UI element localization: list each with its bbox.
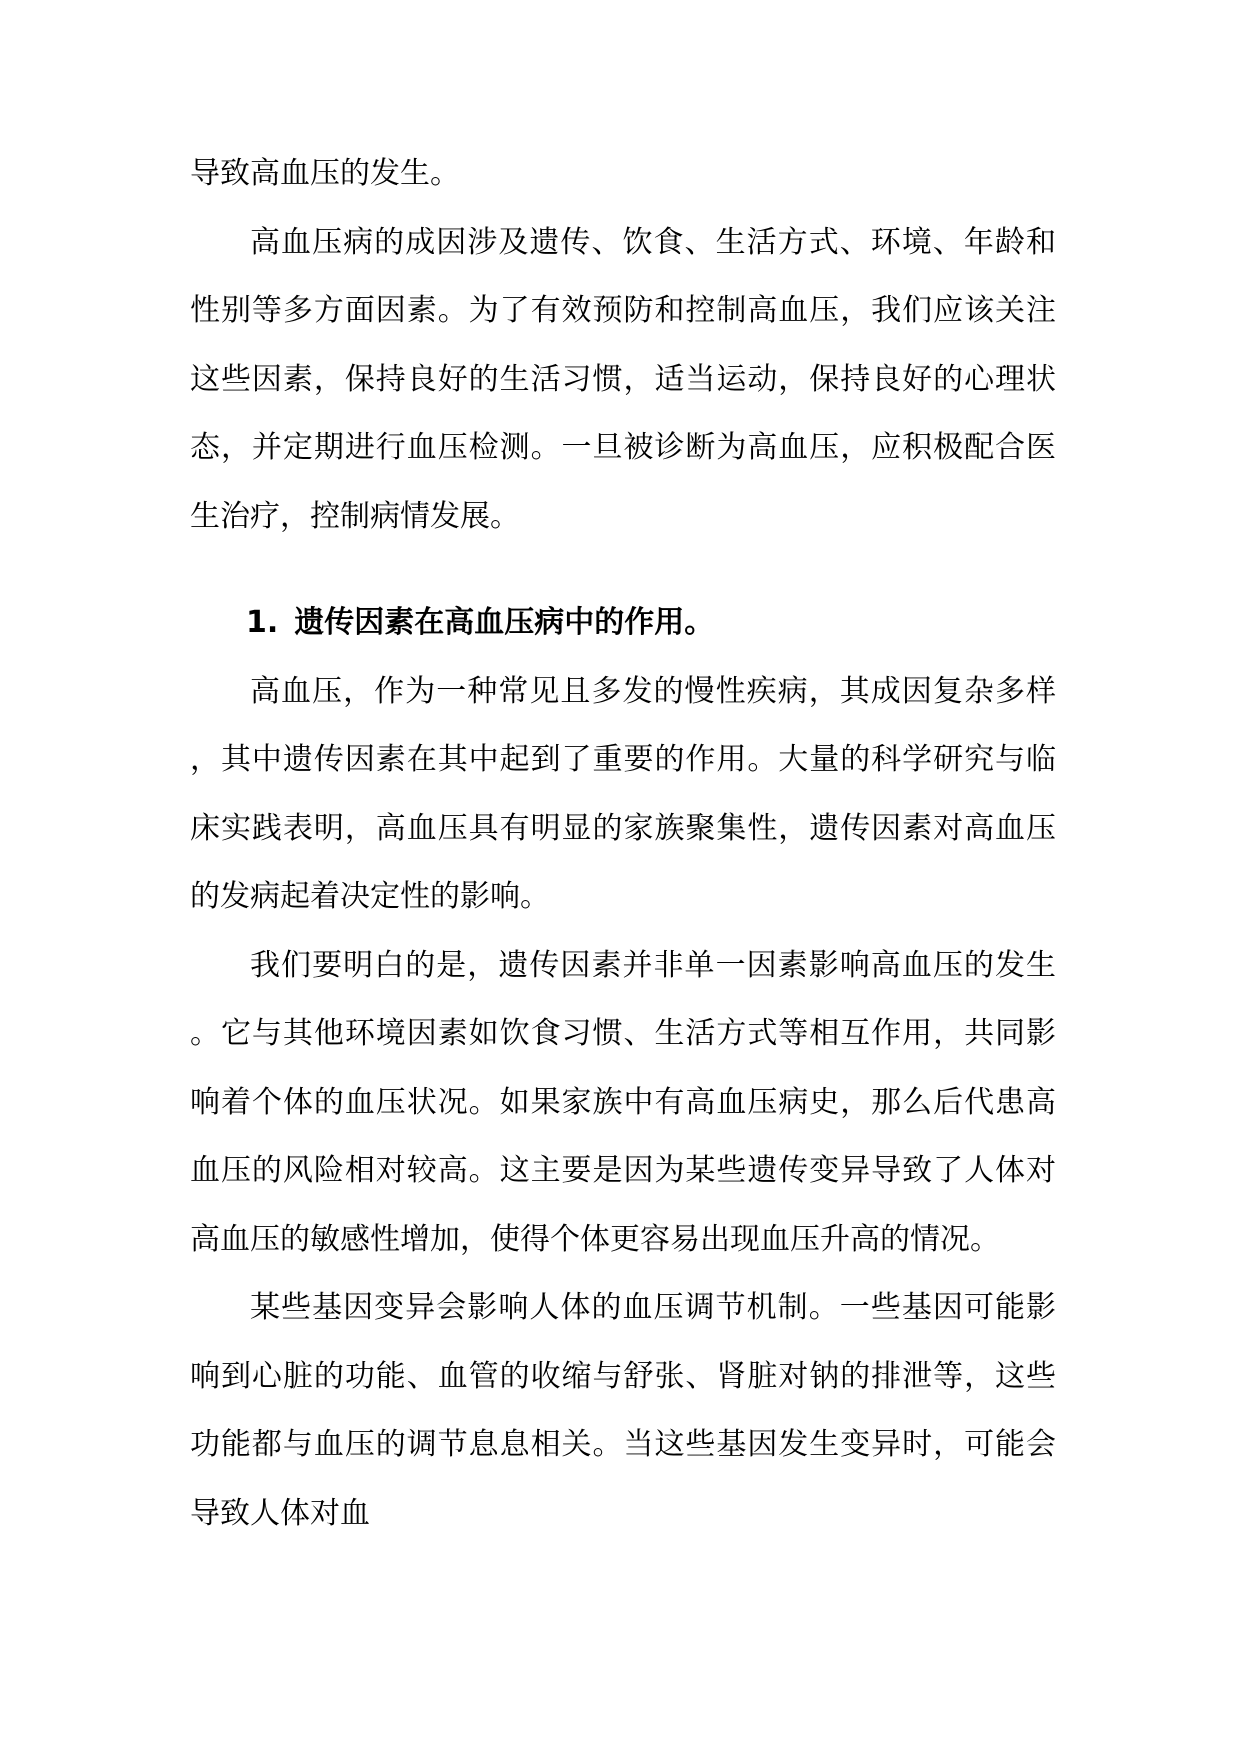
paragraph-gene-variants: 某些基因变异会影响人体的血压调节机制。一些基因可能影响到心脏的功能、血管的收缩与舒张、肾脏对钠的排泄等，这些功能都与血压的调节息息相关。当这些基因发生变异时，可能会导致人体对血 [190, 1290, 1056, 1531]
paragraph-summary: 高血压病的成因涉及遗传、饮食、生活方式、环境、年龄和性别等多方面因素。为了有效预防和控制高血压，我们应该关注这些因素，保持良好的生活习惯，适当运动，保持良好的心理状态，并定期进行血压检测。一旦被诊断为高血压，应积极配合医生治疗，控制病情发展。 [190, 224, 1056, 534]
section-title: 遗传因素在高血压病中的作用。 [294, 605, 715, 640]
paragraph-intro: 高血压，作为一种常见且多发的慢性疾病，其成因复杂多样，其中遗传因素在其中起到了重要的作用。大量的科学研究与临床实践表明，高血压具有明显的家族聚集性，遗传因素对高血压的发病起着决定性的影响。 [190, 673, 1056, 914]
section-number: 1. [246, 605, 279, 640]
document-body [190, 140, 1056, 1548]
section-heading [190, 551, 1056, 658]
paragraph-continuation: 导致高血压的发生。 [190, 156, 460, 191]
paragraph-interaction: 我们要明白的是，遗传因素并非单一因素影响高血压的发生。它与其他环境因素如饮食习惯、生活方式等相互作用，共同影响着个体的血压状况。如果家族中有高血压病史，那么后代患高血压的风险相对较高。这主要是因为某些遗传变异导致了人体对高血压的敏感性增加，使得个体更容易出现血压升高的情况。 [190, 947, 1056, 1257]
